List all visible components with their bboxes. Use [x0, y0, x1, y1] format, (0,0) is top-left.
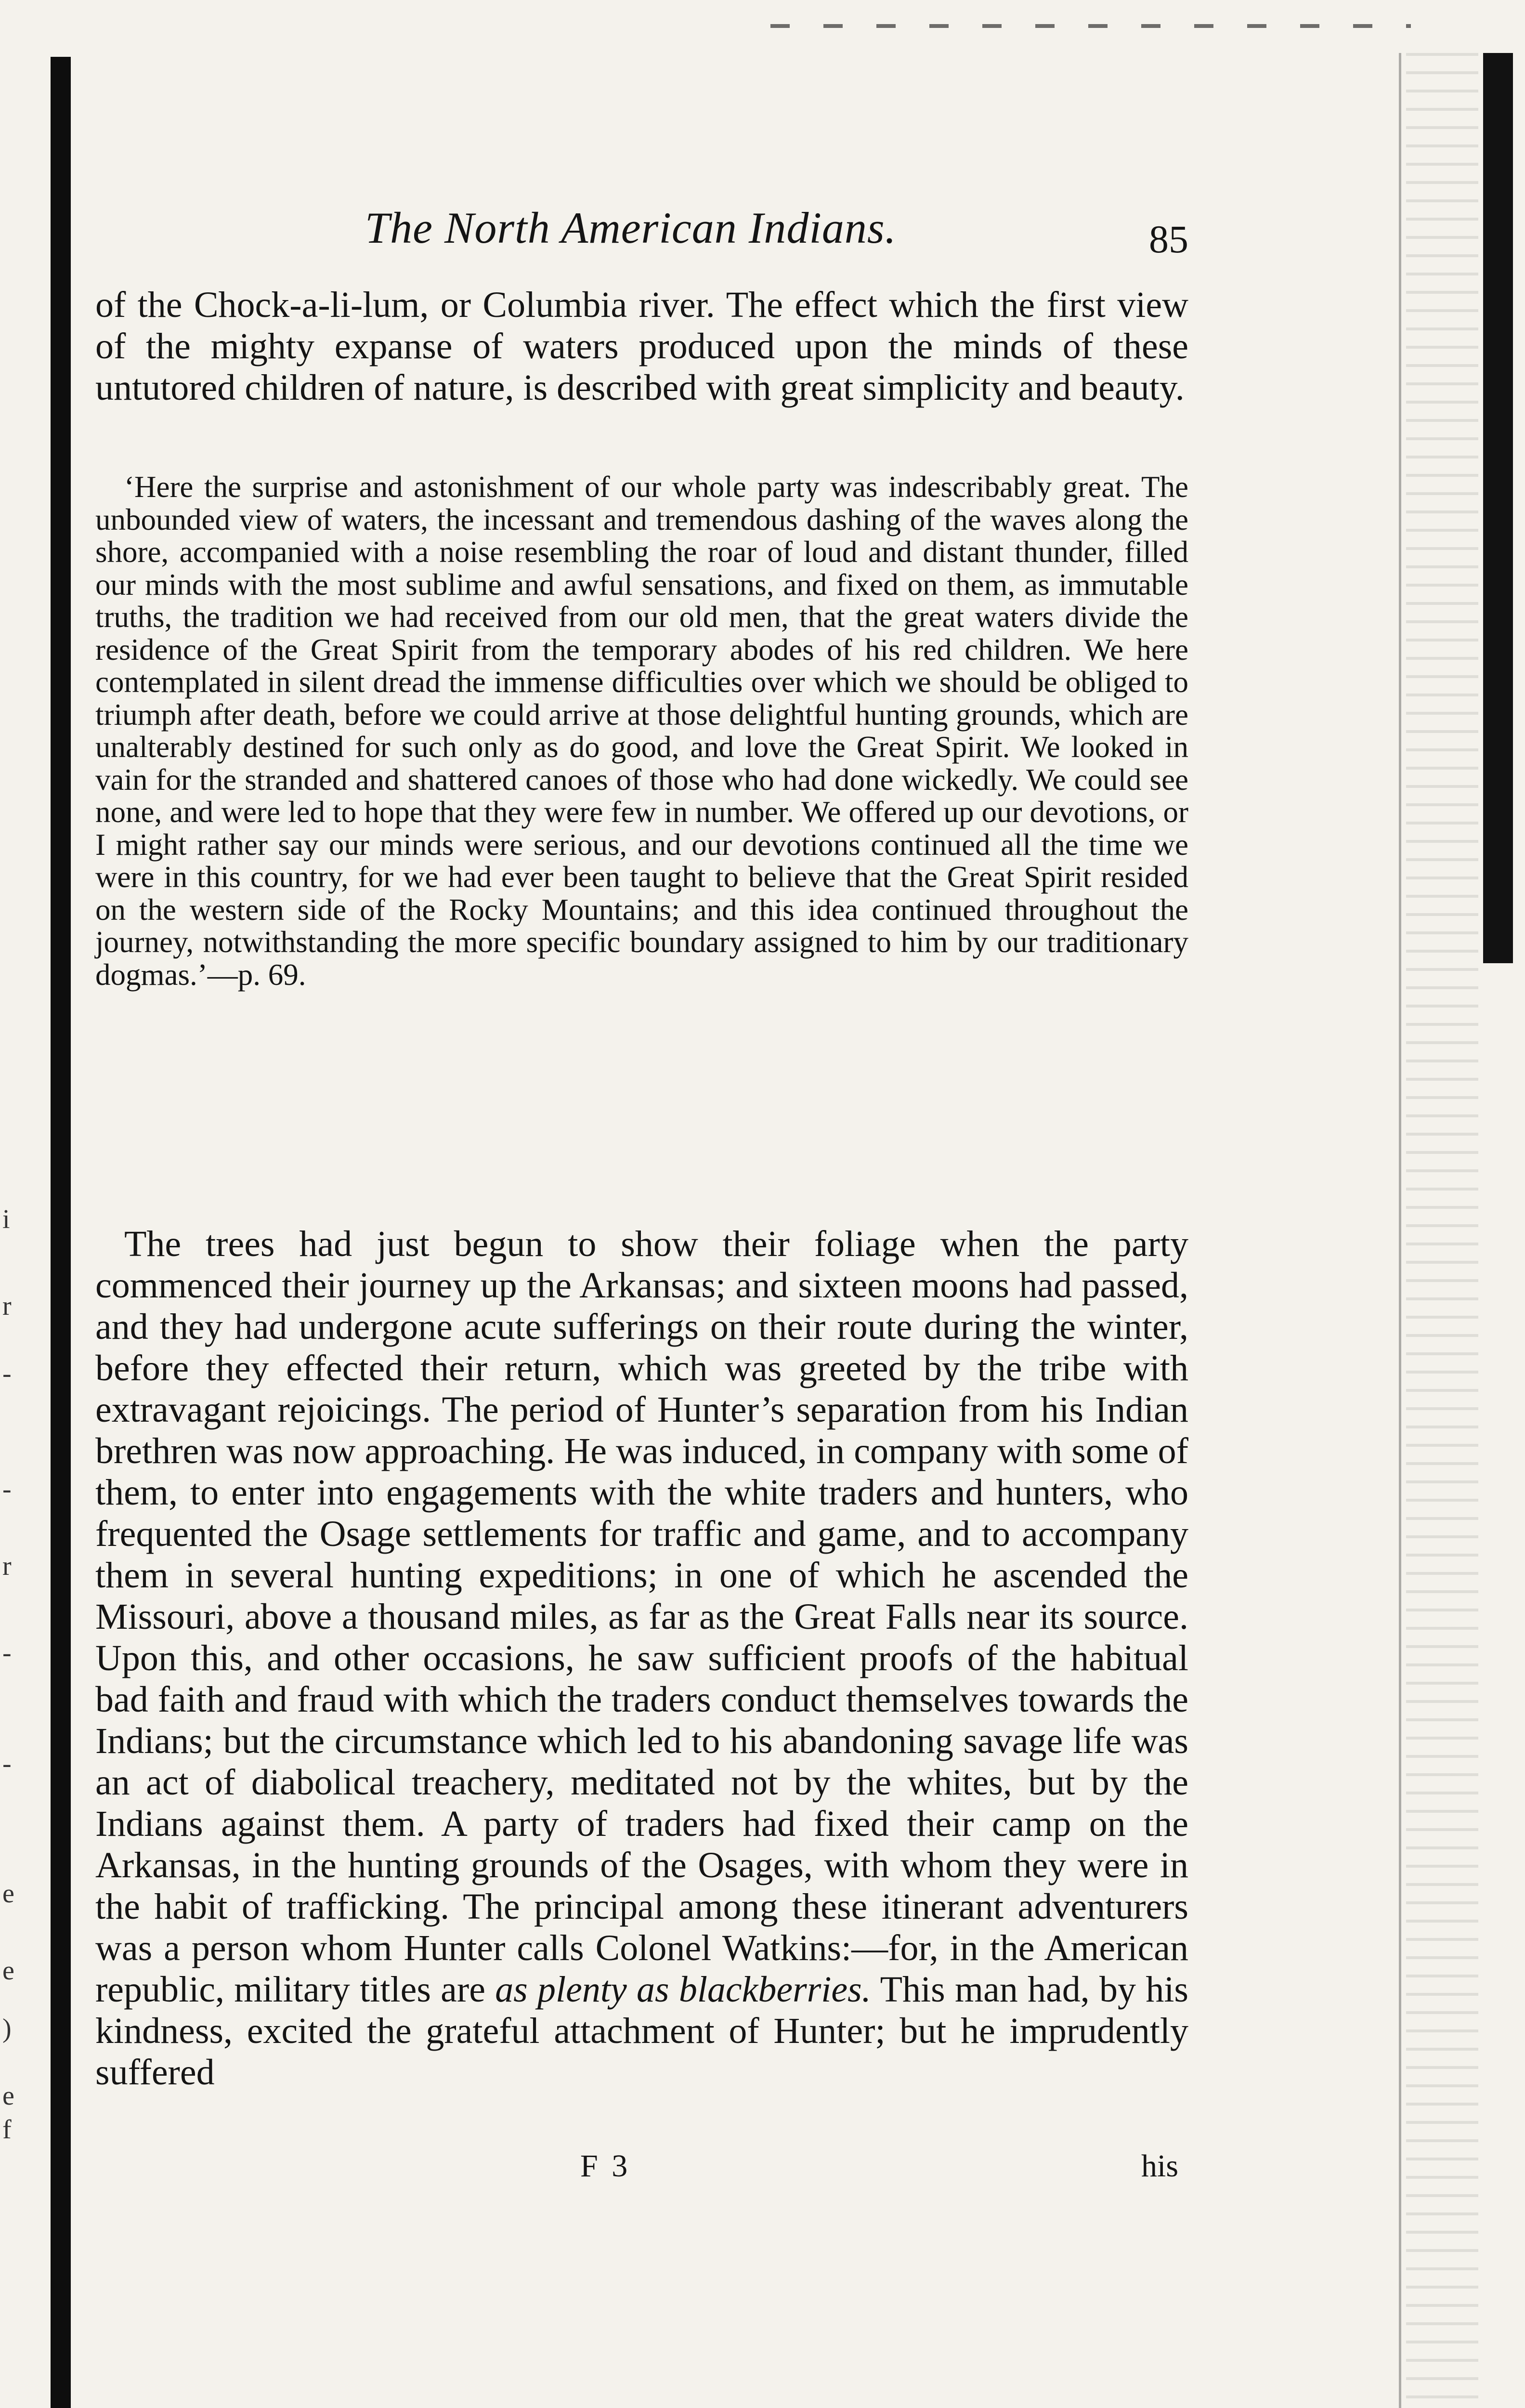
- paragraph-body-text: The trees had just begun to show their foliage when the party commenced their journey up the Arkansas; and sixteen moons had passed, and they had undergone acute sufferings on their route during the winter, before they effected their return, which was greeted by the tribe with extravagant rejoicings. The period of Hunter’s separation from his Indian brethren was now approaching. He was induced, in company with some of them, to enter into engagements with the white traders and hunters, who frequented the Osage settlements for traffic and game, and to accompany them in several hunting expeditions; in one of which he ascended the Missouri, above a thousand miles, as far as the Great Falls near its source. Upon this, and other occasions, he saw sufficient proofs of the habitual bad faith and fraud with which the traders conduct themselves towards the Indians; but the circumstance which led to his abandoning savage life was an act of diabolical treachery, meditated not by the whites, but by the Indians against them. A party of traders had fixed their camp on the Arkansas, in the hunting grounds of the Osages, with whom they were in the habit of trafficking. The principal among these itinerant adventurers was a person whom Hunter calls Colonel Watkins:—for, in the American republic, military titles are: [95, 1224, 1188, 2010]
- margin-mark: -: [2, 1638, 12, 1668]
- paragraph-body-tail: This man had, by his kindness, excited the grateful attachment of Hunter; but he imprudently suffered: [95, 1969, 1189, 2093]
- margin-mark: r: [2, 1551, 12, 1581]
- margin-mark: e: [2, 2081, 14, 2111]
- italic-phrase: as plenty as blackberries.: [495, 1969, 871, 2010]
- binding-shadow: [51, 57, 71, 2408]
- paragraph-continuation: of the Chock-a-li-lum, or Columbia river. The effect which the first view of the mighty expanse of waters produced upon the minds of these untutored children of nature, is described with great simplicity and beauty.: [95, 285, 1188, 408]
- running-head: [95, 202, 1188, 260]
- printer-signature: F 3: [580, 2148, 631, 2184]
- margin-mark: r: [2, 1291, 12, 1321]
- margin-mark: -: [2, 1474, 12, 1504]
- margin-mark: e: [2, 1879, 14, 1909]
- margin-mark: ): [2, 2014, 12, 2043]
- scan-edge-bar: [1483, 53, 1513, 963]
- page-number: 85: [1149, 217, 1188, 261]
- top-edge-dashes: [770, 24, 1411, 28]
- margin-mark: -: [2, 1359, 12, 1388]
- adjacent-page-speckle: [1406, 53, 1478, 2408]
- block-quotation: ‘Here the surprise and astonishment of our whole party was indescribably great. The unbounded view of waters, the incessant and tremendous dashing of the waves along the shore, accompanied with a noise resembling the roar of loud and distant thunder, filled our minds with the most sublime and awful sensations, and fixed on them, as immutable truths, the tradition we had received from our old men, that the great waters divide the residence of the Great Spirit from the temporary abodes of his red children. We here contemplated in silent dread the immense difficulties over which we should be obliged to triumph after death, before we could arrive at those delightful hunting grounds, which are unalterably destined for such only as do good, and love the Great Spirit. We looked in vain for the stranded and shattered canoes of those who had done wickedly. We could see none, and were led to hope that they were few in number. We offered up our devotions, or I might rather say our minds were serious, and our devotions continued all the time we were in this country, for we had ever been taught to believe that the Great Spirit resided on the western side of the Rocky Mountains; and this idea continued throughout the journey, notwithstanding the more specific boundary assigned to him by our traditionary dogmas.’—p. 69.: [95, 470, 1188, 992]
- paragraph-body: [95, 1223, 1188, 2093]
- margin-mark: e: [2, 1956, 14, 1986]
- margin-mark: i: [2, 1204, 10, 1234]
- running-title: The North American Indians.: [365, 203, 897, 252]
- page-edge-line: [1399, 53, 1401, 2408]
- left-margin-bleed: [0, 1204, 19, 2167]
- margin-mark: -: [2, 1749, 12, 1779]
- margin-mark: f: [2, 2115, 12, 2145]
- catchword: his: [1141, 2148, 1179, 2184]
